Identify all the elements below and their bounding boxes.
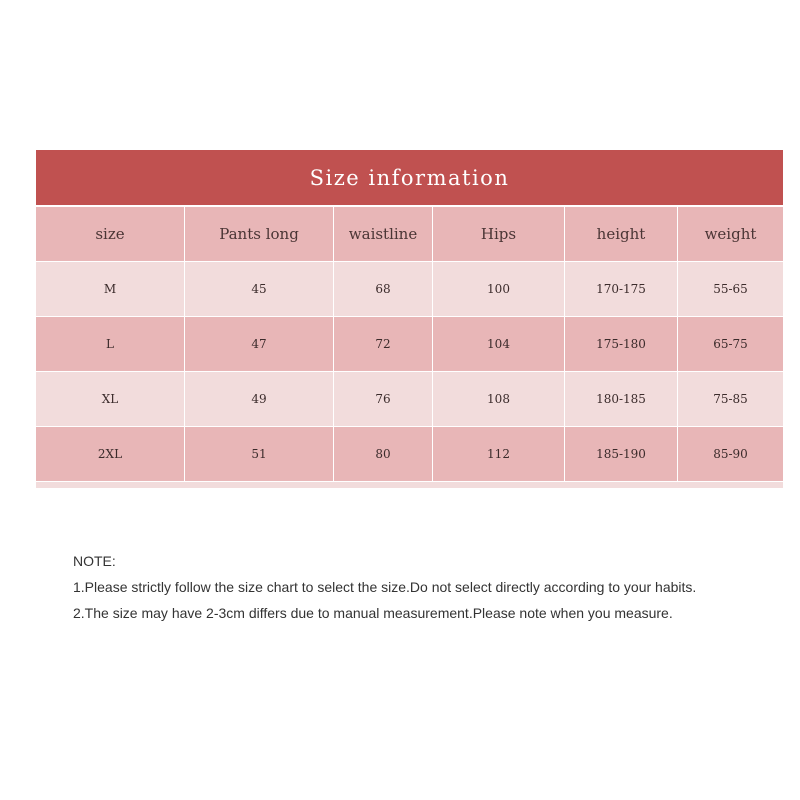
cell-size: L (36, 317, 185, 371)
table-header-row (36, 207, 783, 262)
cell-weight: 65-75 (713, 337, 748, 351)
note-line-2: 2.The size may have 2-3cm differs due to manual measurement.Please note when you measure. (73, 605, 673, 621)
cell-pants-long: 47 (185, 317, 334, 371)
table-row (36, 372, 783, 427)
cell-weight: 55-65 (713, 282, 748, 296)
cell-pants-long: 51 (185, 427, 334, 481)
cell-pants-long: 45 (185, 262, 334, 316)
table-row (36, 317, 783, 372)
cell-waistline: 80 (334, 427, 433, 481)
column-header-pants-long: Pants long (185, 207, 334, 261)
table-footer-strip (36, 482, 783, 488)
cell-size: XL (36, 372, 185, 426)
column-header-size: size (36, 207, 185, 261)
cell-size: M (36, 262, 185, 316)
cell-hips: 108 (433, 372, 565, 426)
column-header-weight: weight (704, 225, 757, 243)
cell-hips: 100 (433, 262, 565, 316)
table-row (36, 427, 783, 482)
cell-waistline: 76 (334, 372, 433, 426)
notes-section (73, 548, 696, 626)
cell-pants-long: 49 (185, 372, 334, 426)
cell-weight: 85-90 (713, 447, 748, 461)
column-header-waistline: waistline (334, 207, 433, 261)
cell-hips: 104 (433, 317, 565, 371)
size-chart-table (36, 150, 783, 488)
cell-hips: 112 (433, 427, 565, 481)
cell-size: 2XL (36, 427, 185, 481)
column-header-height: height (565, 207, 678, 261)
cell-height: 170-175 (565, 262, 678, 316)
table-title: Size information (36, 150, 783, 207)
cell-height: 175-180 (565, 317, 678, 371)
notes-heading: NOTE: (73, 553, 116, 569)
cell-weight: 75-85 (713, 392, 748, 406)
note-line-1: 1.Please strictly follow the size chart to select the size.Do not select directly according to your habits. (73, 579, 697, 595)
cell-height: 185-190 (565, 427, 678, 481)
cell-height: 180-185 (565, 372, 678, 426)
column-header-hips: Hips (433, 207, 565, 261)
cell-waistline: 72 (334, 317, 433, 371)
cell-waistline: 68 (334, 262, 433, 316)
table-row (36, 262, 783, 317)
